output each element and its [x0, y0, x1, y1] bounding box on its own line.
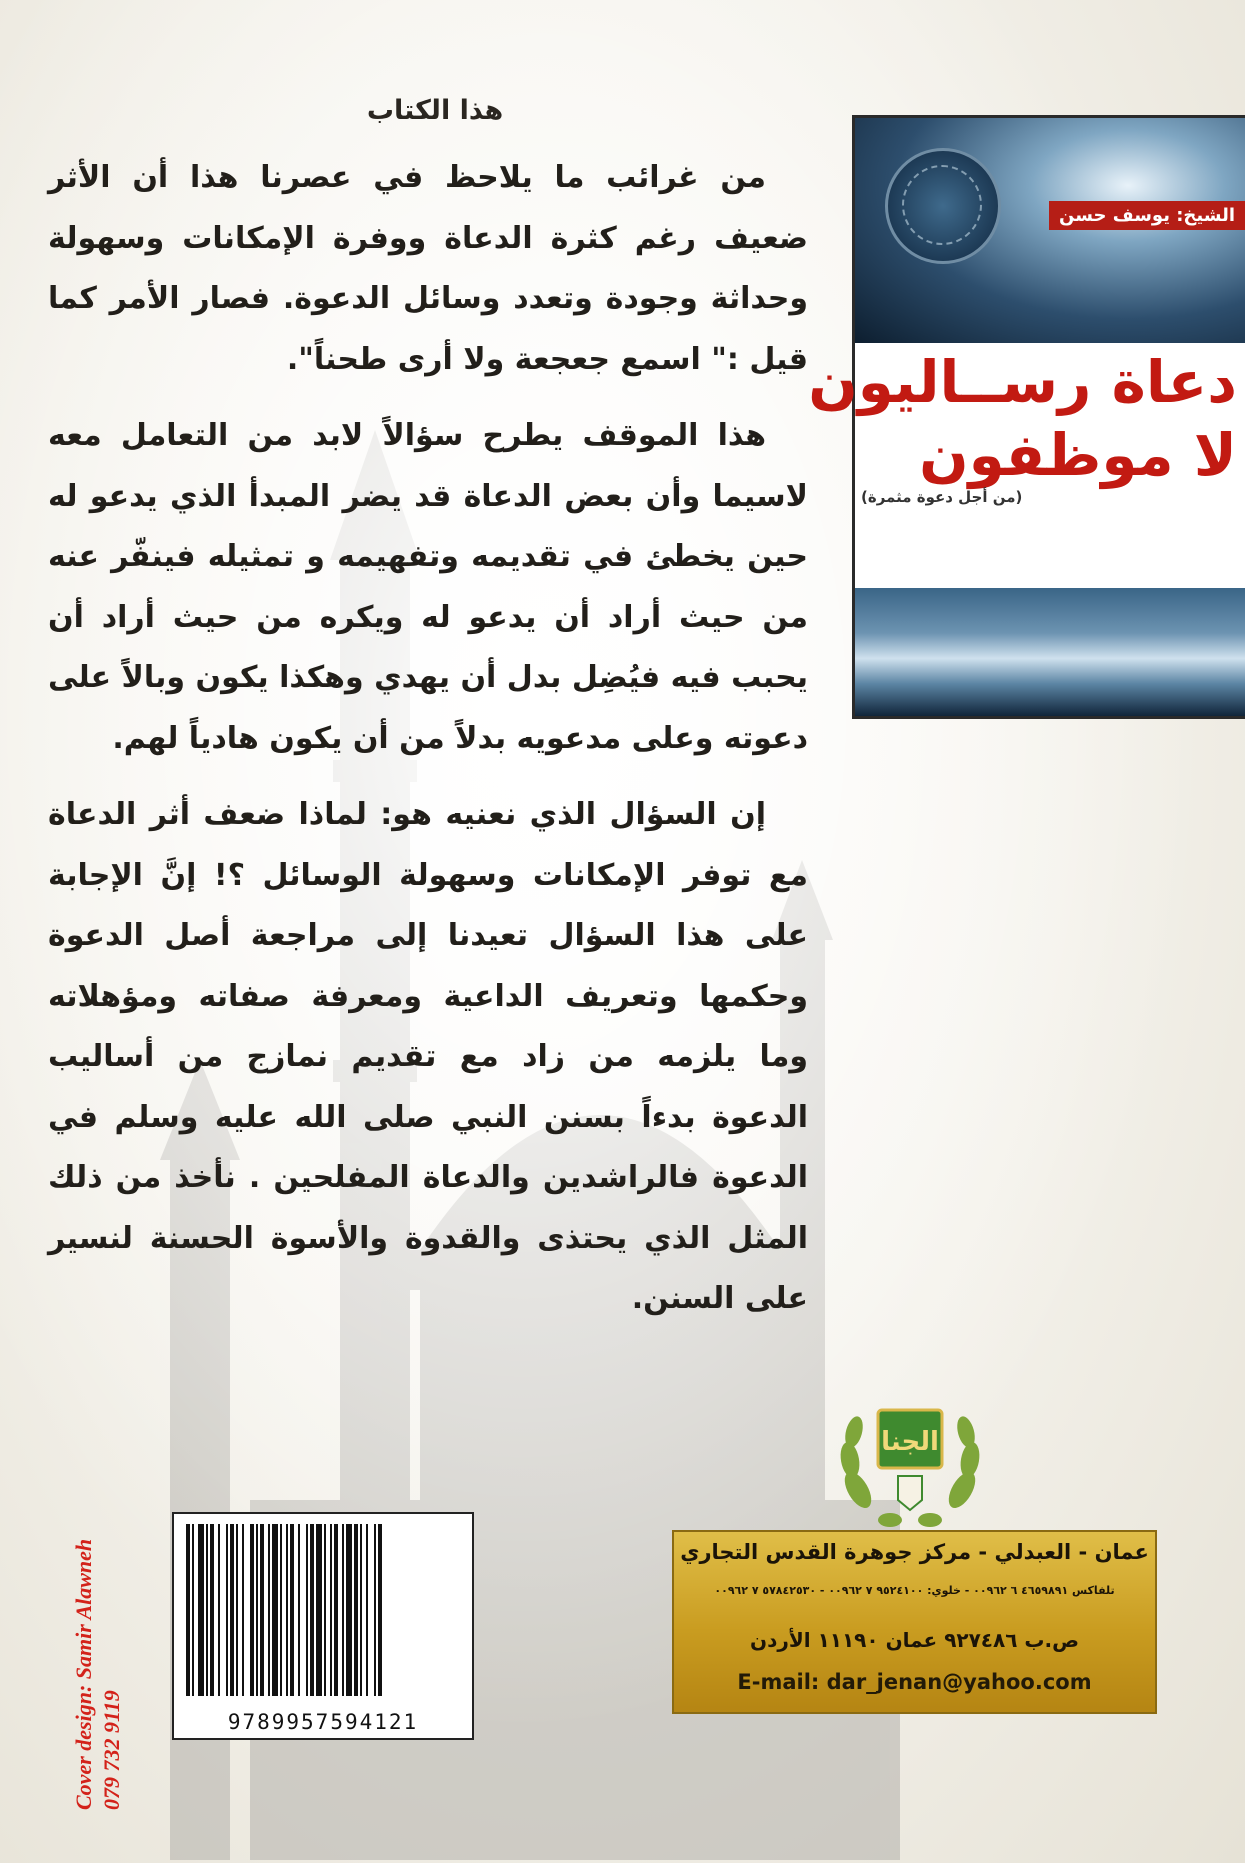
- publisher-info-box: [672, 1530, 1157, 1714]
- section-heading: هذا الكتاب: [366, 95, 504, 126]
- book-title-line1: دعاة رســاليون: [808, 348, 1237, 416]
- thumbnail-sky-image: [855, 118, 1245, 343]
- quran-emblem-icon: [885, 148, 1001, 264]
- publisher-address: عمان - العبدلي - مركز جوهرة القدس التجاري: [680, 1540, 1149, 1564]
- cover-credit: [70, 1539, 126, 1810]
- publisher-phones: تلفاكس ٤٦٥٩٨٩١ ٦ ٠٠٩٦٢ - خلوي: ٩٥٢٤١٠٠ ٧ ٠٠٩٦٢ - ٥٧٨٤٢٥٣٠ ٧ ٠٠٩٦٢: [714, 1584, 1115, 1597]
- front-cover-thumbnail: [808, 118, 1245, 716]
- blurb-paragraph-2: هذا الموقف يطرح سؤالاً لابد من التعامل معه لاسيما وأن بعض الدعاة قد يضر المبدأ الذي يدعو له حين يخطئ في تقديمه وتفهيمه و تمثيله فينفّر عنه من حيث أراد أن يدعو له ويكره من حيث أراد أن يحبب فيه فيُضِل بدل أن يهدي وهكذا يكون وبالاً على دعوته وعلى مدعويه بدلاً من أن يكون هادياً لهم.: [48, 418, 808, 756]
- book-subtitle: (من أجل دعوة مثمرة): [861, 488, 1023, 506]
- thumbnail-title-area: [808, 343, 1245, 588]
- isbn-number: 9789957594121: [227, 1710, 419, 1734]
- publisher-po-box: ص.ب ٩٢٧٤٨٦ عمان ١١١٩٠ الأردن: [750, 1628, 1079, 1652]
- blurb-text: [48, 148, 808, 1346]
- publisher-email: E-mail: dar_jenan@yahoo.com: [737, 1670, 1092, 1694]
- blurb-paragraph-3: إن السؤال الذي نعنيه هو: لماذا ضعف أثر الدعاة مع توفر الإمكانات وسهولة الوسائل ؟! إنَّ الإجابة على هذا السؤال تعيدنا إلى مراجعة أصل الدعوة وحكمها وتعريف الداعية ومعرفة صفاته ومؤهلاته وما يلزمه من زاد مع تقديم نمازج من أساليب الدعوة بدءاً بسنن النبي صلى الله عليه وسلم في الدعوة فالراشدين والدعاة المفلحين . نأخذ من ذلك المثل الذي يحتذى والقدوة والأسوة الحسنة لنسير على السنن.: [48, 797, 808, 1316]
- book-title-line2: لا موظفون: [919, 421, 1237, 489]
- isbn-barcode: [172, 1512, 474, 1740]
- designer-phone: 079 732 9119: [99, 1690, 124, 1810]
- author-label: الشيخ: يوسف حسن: [1049, 201, 1245, 230]
- svg-text:الجنا: الجنا: [881, 1427, 939, 1457]
- cover-designer: Cover design: Samir Alawneh: [71, 1538, 96, 1810]
- blurb-paragraph-1: من غرائب ما يلاحظ في عصرنا هذا أن الأثر ضعيف رغم كثرة الدعاة ووفرة الإمكانات وسهولة وحداثة وجودة وتعدد وسائل الدعوة. فصار الأمر كما قيل :" اسمع جعجعة ولا أرى طحناً".: [48, 160, 808, 377]
- thumbnail-quran-image: [855, 588, 1245, 716]
- barcode-bars: [180, 1520, 466, 1700]
- publisher-logo-icon: [830, 1380, 990, 1540]
